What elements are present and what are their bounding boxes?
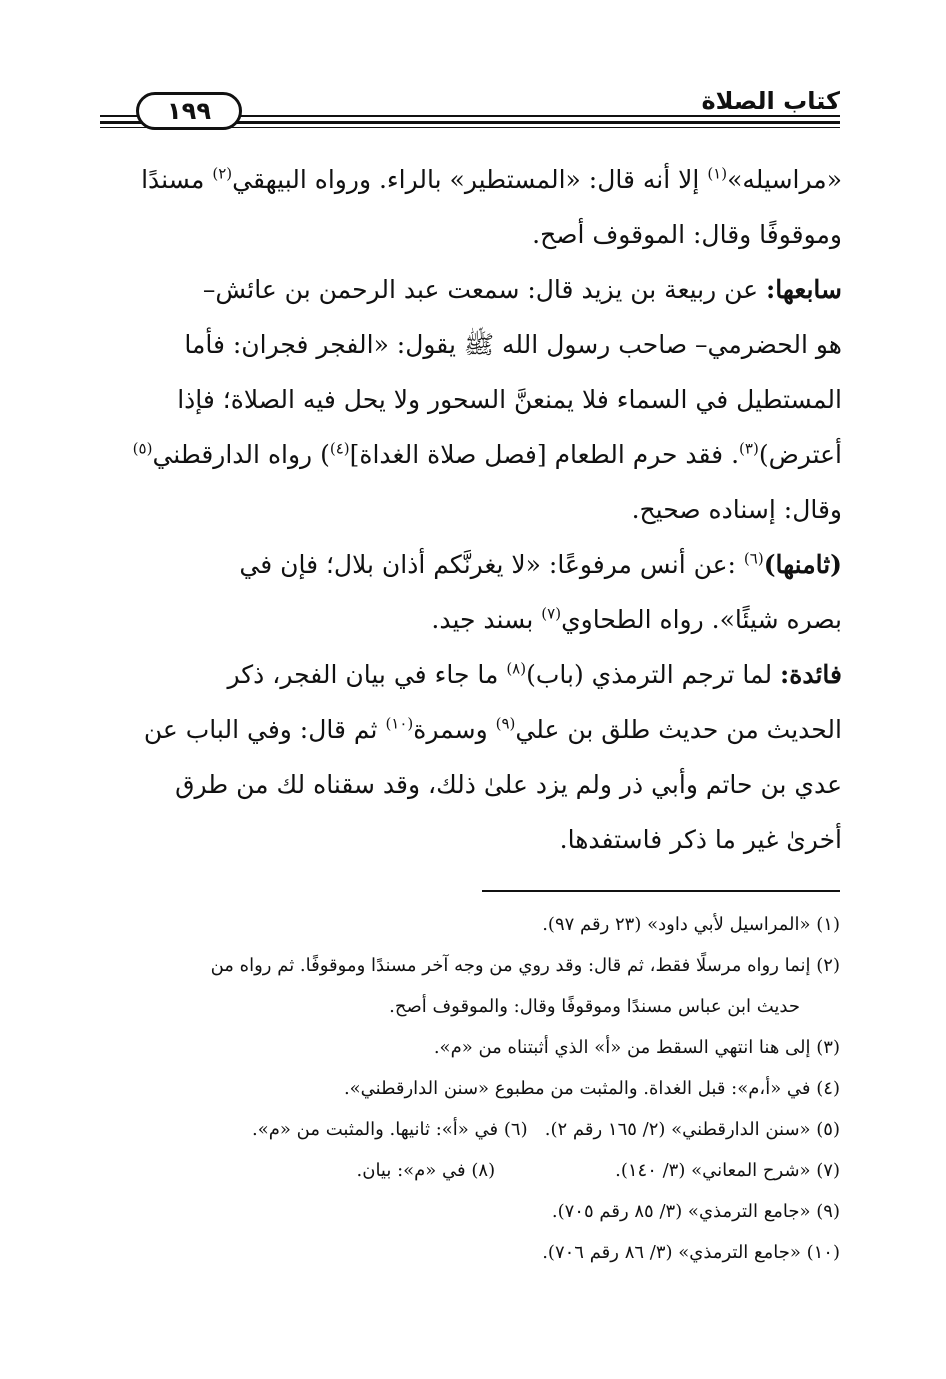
footnote-1: (١) «المراسيل لأبي داود» (٢٣ رقم ٩٧). xyxy=(542,914,840,935)
text-span: عن ربيعة بن يزيد قال: سمعت عبد الرحمن بن عائش– xyxy=(202,275,767,304)
footnote-5: (٥) «سنن الدارقطني» (٢/ ١٦٥ رقم ٢). xyxy=(544,1119,840,1140)
text-span: وموقوفًا وقال: الموقوف أصح. xyxy=(532,220,842,249)
text-line-10 xyxy=(94,647,842,702)
text-span: عدي بن حاتم وأبي ذر ولم يزد علىٰ ذلك، وقد سقناه لك من طرق xyxy=(175,770,842,799)
text-line-3 xyxy=(94,262,842,317)
text-span: الحديث من حديث طلق بن علي xyxy=(515,715,842,744)
text-span: بسند جيد. xyxy=(431,605,542,634)
text-span: مسندًا xyxy=(141,165,213,194)
text-span: :عن أنس مرفوعًا: «لا يغرنَّكم أذان بلال؛ فإن في xyxy=(239,550,744,579)
footnote-separator xyxy=(482,890,840,892)
text-span: ) رواه الدارقطني xyxy=(152,440,330,469)
text-line-4 xyxy=(94,317,842,372)
page-header xyxy=(100,76,840,128)
text-span: وسمرة xyxy=(413,715,496,744)
text-span: ما جاء في بيان الفجر، ذكر xyxy=(227,660,507,689)
footnote-2-continued: حديث ابن عباس مسندًا وموقوفًا وقال: والموقوف أصح. xyxy=(389,996,800,1017)
text-line-6 xyxy=(94,427,842,482)
text-line-2 xyxy=(94,207,842,262)
footnote-ref-7: (٧) xyxy=(541,604,562,623)
text-span: . فقد حرم الطعام [فصل صلاة الغداة] xyxy=(349,440,740,469)
text-line-9 xyxy=(94,592,842,647)
footnote-row-5-6 xyxy=(96,1109,840,1150)
text-span: أخرىٰ غير ما ذكر فاستفدها. xyxy=(559,825,842,854)
footnote-ref-3: (٣) xyxy=(739,439,759,458)
text-line-11 xyxy=(94,702,842,757)
footnote-ref-8: (٨) xyxy=(506,659,527,678)
footnote-7: (٧) «شرح المعاني» (٣/ ١٤٠). xyxy=(615,1160,840,1181)
text-span: أعترض) xyxy=(758,440,842,469)
footnote-3: (٣) إلى هنا انتهي السقط من «أ» الذي أثبتناه من «م». xyxy=(433,1037,840,1058)
footnote-ref-4: (٤) xyxy=(329,439,350,458)
footnote-ref-1: (١) xyxy=(707,164,728,183)
chapter-title: كتاب الصلاة xyxy=(701,87,840,115)
text-span: لما ترجم الترمذي (باب) xyxy=(526,660,781,689)
footnote-ref-10: (١٠) xyxy=(385,714,414,733)
text-line-13 xyxy=(94,812,842,867)
footnote-ref-9: (٩) xyxy=(495,714,516,733)
footnotes xyxy=(96,904,840,1273)
footnote-row-7-8 xyxy=(96,1150,840,1191)
text-line-8 xyxy=(94,537,842,592)
text-span: هو الحضرمي– صاحب رسول الله ﷺ يقول: «الفجر فجران: فأما xyxy=(184,330,842,359)
text-span: المستطيل في السماء فلا يمنعنَّ السحور ولا يحل فيه الصلاة؛ فإذا xyxy=(177,385,842,414)
footnote-2: (٢) إنما رواه مرسلًا فقط، ثم قال: وقد روي من وجه آخر مسندًا وموقوفًا. ثم رواه من xyxy=(210,955,840,976)
text-line-12 xyxy=(94,757,842,812)
footnote-ref-2: (٢) xyxy=(212,164,233,183)
footnote-6: (٦) في «أ»: ثانيها. والمثبت من «م». xyxy=(252,1119,528,1140)
section-label-seventh: سابعها: xyxy=(766,275,842,304)
footnote-8: (٨) في «م»: بيان. xyxy=(356,1160,496,1181)
main-text xyxy=(94,152,842,867)
text-line-1 xyxy=(94,152,842,207)
footnote-4: (٤) في «أ،م»: قبل الغداة. والمثبت من مطبوع «سنن الدارقطني». xyxy=(343,1078,840,1099)
text-line-5 xyxy=(94,372,842,427)
text-line-7 xyxy=(94,482,842,537)
page-number: ١٩٩ xyxy=(136,92,242,130)
footnote-ref-6: (٦) xyxy=(743,549,764,568)
footnote-ref-5: (٥) xyxy=(132,439,153,458)
section-label-eighth: (ثامنها) xyxy=(763,550,842,579)
section-label-benefit: فائدة: xyxy=(780,660,842,689)
text-span: «مراسيله» xyxy=(727,165,842,194)
text-span: إلا أنه قال: «المستطير» بالراء. ورواه البيهقي xyxy=(232,165,708,194)
footnote-10: (١٠) «جامع الترمذي» (٣/ ٨٦ رقم ٧٠٦). xyxy=(542,1242,840,1263)
footnote-9: (٩) «جامع الترمذي» (٣/ ٨٥ رقم ٧٠٥). xyxy=(551,1201,840,1222)
text-span: بصره شيئًا». رواه الطحاوي xyxy=(561,605,842,634)
text-span: وقال: إسناده صحيح. xyxy=(631,495,842,524)
text-span: ثم قال: وفي الباب عن xyxy=(143,715,386,744)
